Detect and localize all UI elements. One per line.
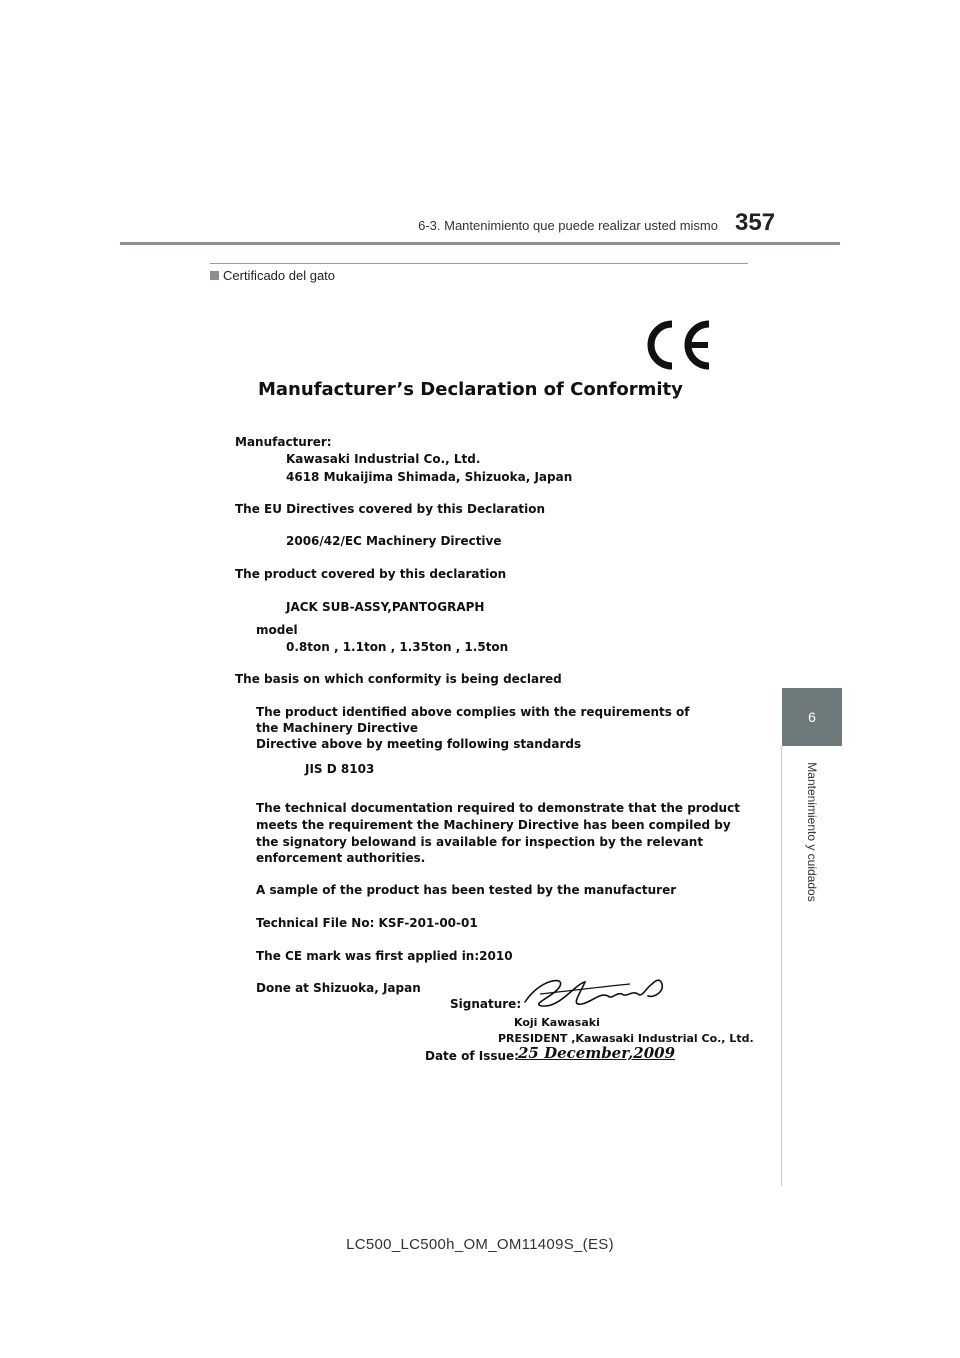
technical-file: Technical File No: KSF-201-00-01 (256, 916, 478, 930)
side-divider (781, 746, 782, 1186)
model-values: 0.8ton , 1.1ton , 1.35ton , 1.5ton (286, 640, 509, 654)
ce-mark-logo (642, 320, 714, 370)
manufacturer-name: Kawasaki Industrial Co., Ltd. (286, 452, 481, 466)
chapter-tab: 6 (782, 688, 842, 746)
signature-label: Signature: (450, 997, 522, 1011)
done-at: Done at Shizuoka, Japan (256, 981, 421, 995)
section-heading-text: Certificado del gato (223, 268, 336, 283)
section-rule (210, 263, 748, 264)
basis-line: The product identified above complies with the requirements of (256, 705, 690, 719)
basis-line: Directive above by meeting following standards (256, 737, 582, 751)
date-value: 25 December,2009 (518, 1044, 676, 1062)
product-value: JACK SUB-ASSY,PANTOGRAPH (286, 600, 485, 614)
basis-line: the Machinery Directive (256, 721, 419, 735)
directive-value: 2006/42/EC Machinery Directive (286, 534, 502, 548)
signature-scribble (520, 974, 670, 1014)
sample-text: A sample of the product has been tested by the manufacturer (256, 883, 677, 897)
tech-doc-line: The technical documentation required to demonstrate that the product (256, 801, 740, 815)
product-label: The product covered by this declaration (235, 567, 507, 581)
page-number: 357 (735, 209, 776, 236)
tech-doc-line: meets the requirement the Machinery Directive has been compiled by (256, 818, 731, 832)
standard-value: JIS D 8103 (305, 762, 375, 776)
tech-doc-line: enforcement authorities. (256, 851, 426, 865)
certificate-title: Manufacturer’s Declaration of Conformity (258, 379, 683, 400)
ce-applied: The CE mark was first applied in:2010 (256, 949, 513, 963)
manufacturer-address: 4618 Mukaijima Shimada, Shizuoka, Japan (286, 470, 573, 484)
model-label: model (256, 623, 298, 637)
header-section-title: 6-3. Mantenimiento que puede realizar usted mismo (418, 218, 718, 233)
manufacturer-label: Manufacturer: (235, 435, 332, 449)
square-bullet-icon (210, 271, 219, 280)
header-rule (120, 242, 840, 245)
signatory-title: PRESIDENT ,Kawasaki Industrial Co., Ltd. (498, 1032, 754, 1045)
date-label: Date of Issue: (425, 1049, 519, 1063)
basis-label: The basis on which conformity is being declared (235, 672, 562, 686)
section-heading (210, 268, 335, 283)
document-code: LC500_LC500h_OM_OM11409S_(ES) (346, 1236, 614, 1253)
tech-doc-line: the signatory belowand is available for inspection by the relevant (256, 835, 704, 849)
directives-label: The EU Directives covered by this Declaration (235, 502, 546, 516)
signatory-name: Koji Kawasaki (514, 1016, 600, 1029)
chapter-title: Mantenimiento y cuidados (805, 762, 819, 902)
